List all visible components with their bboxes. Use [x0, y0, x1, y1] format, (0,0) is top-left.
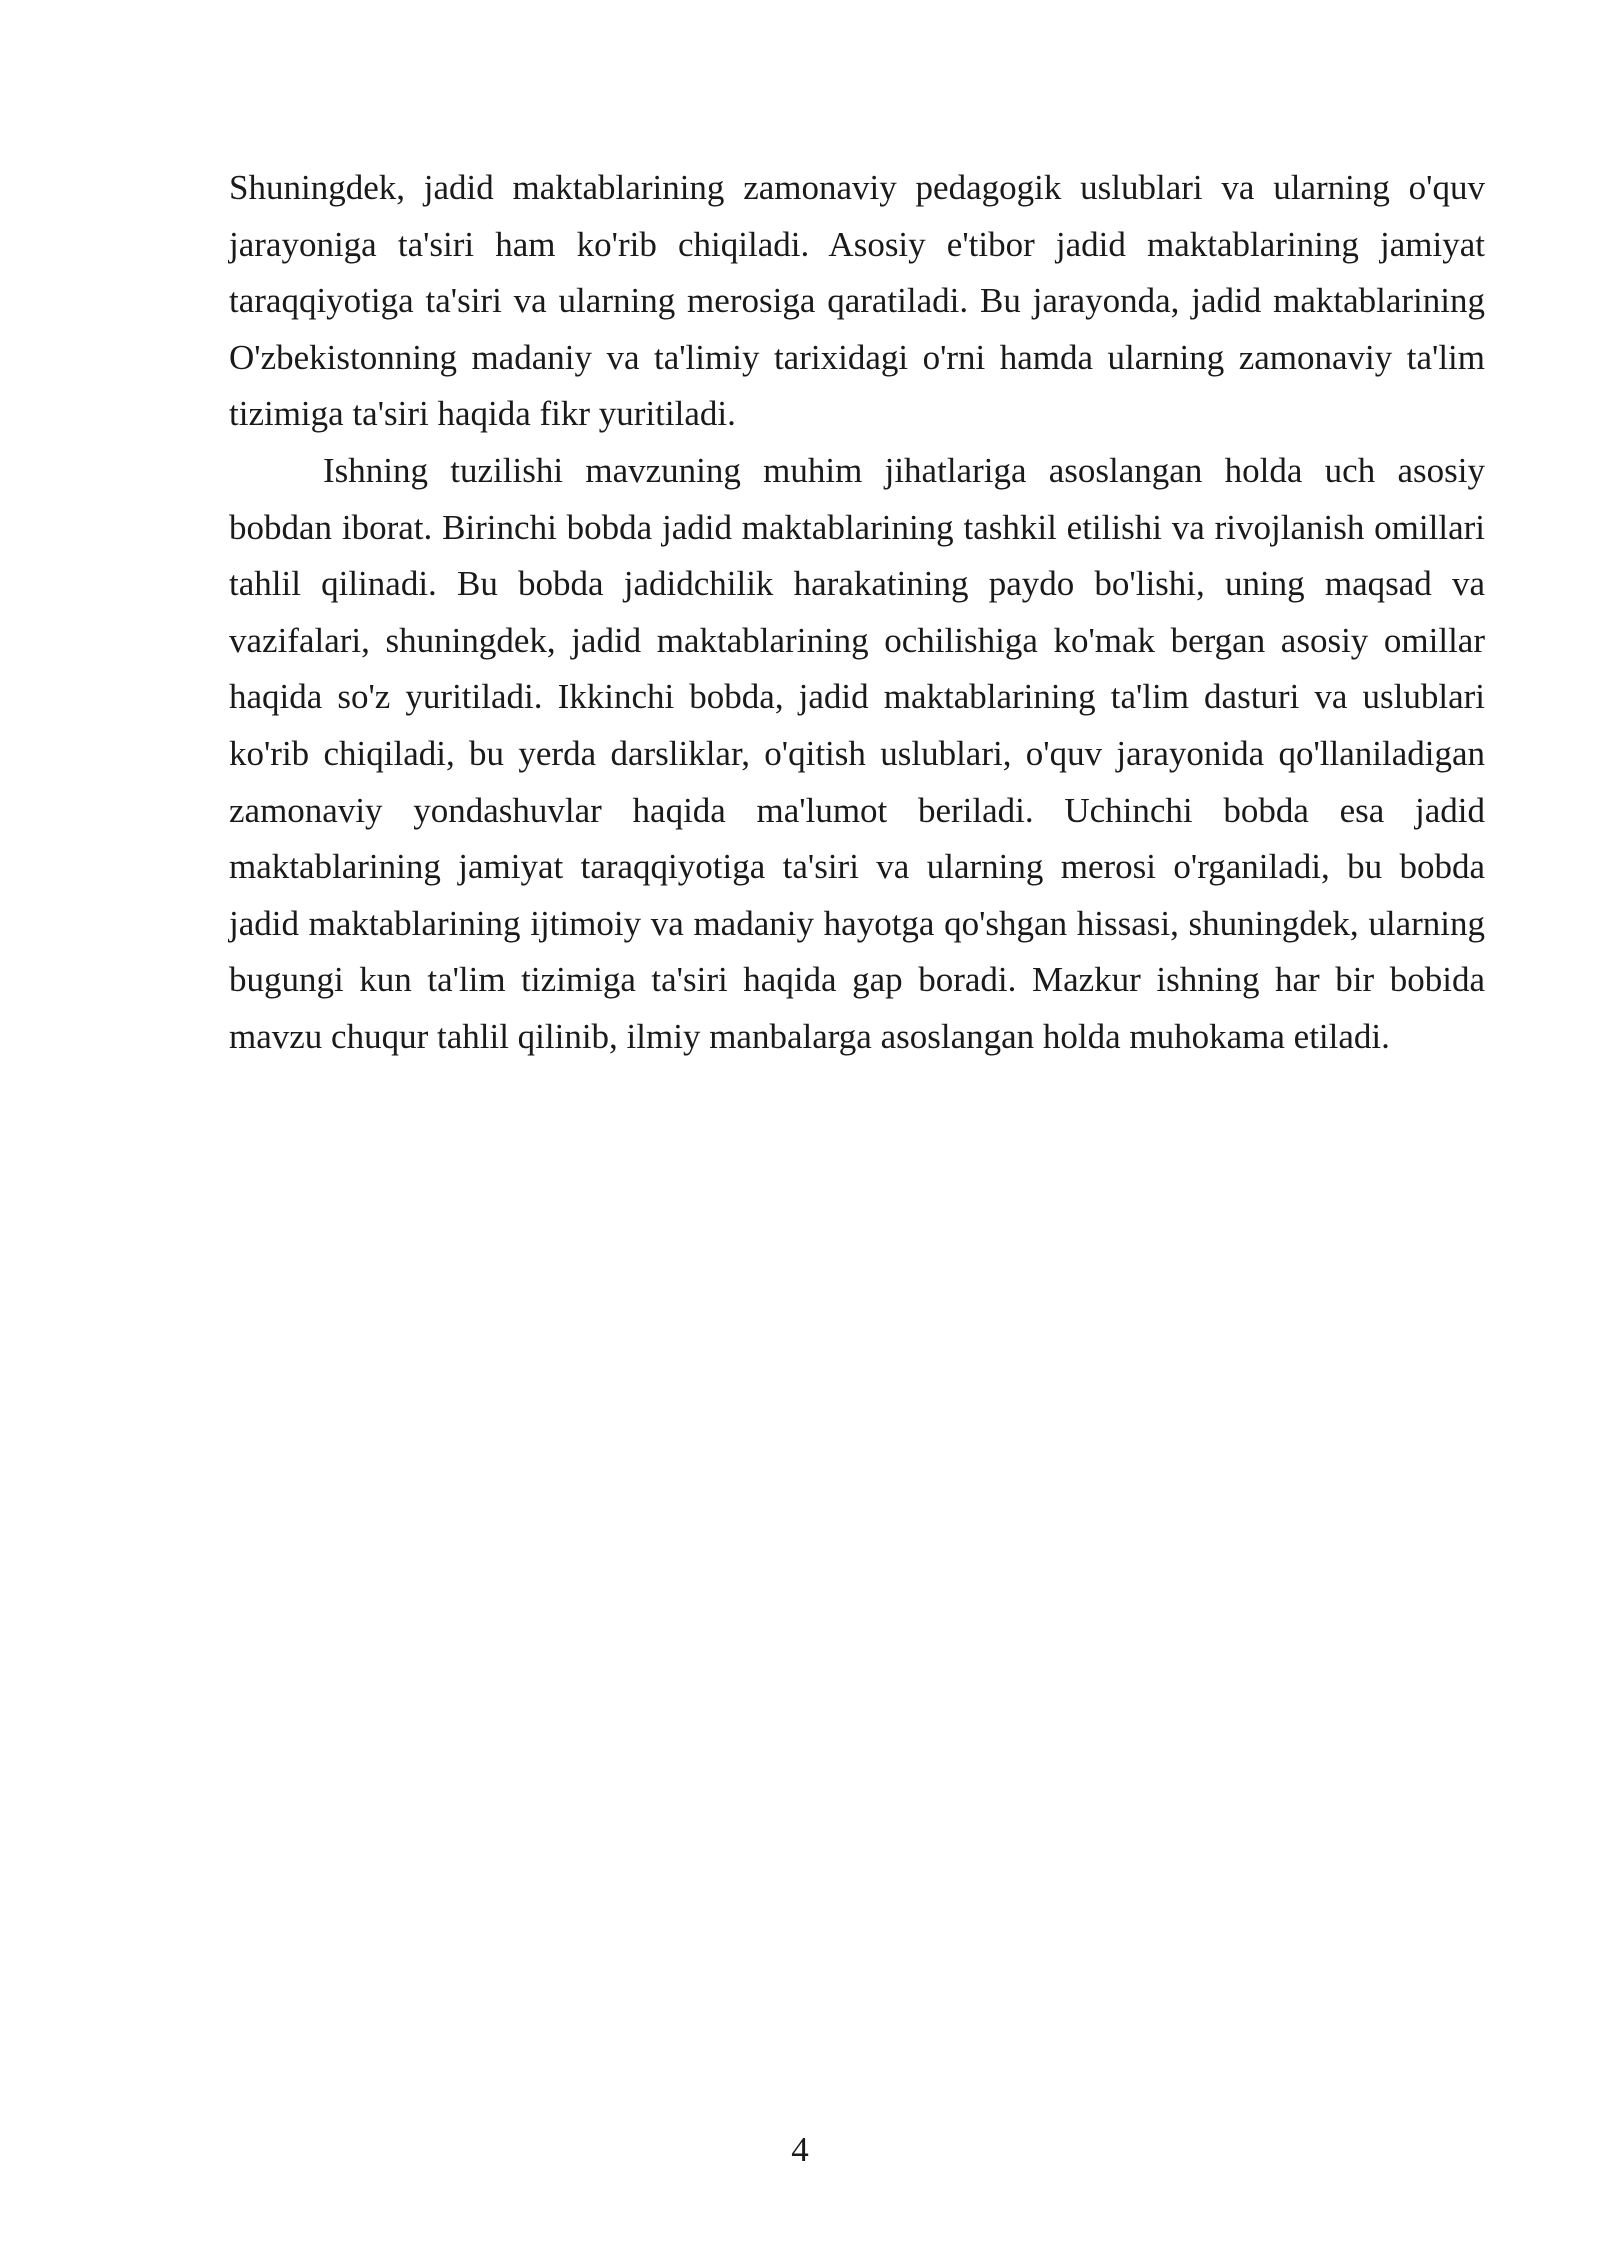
body-text — [229, 160, 1485, 1066]
page-number: 4 — [791, 2130, 809, 2169]
paragraph-1: Shuningdek, jadid maktablarining zamonaviy pedagogik uslublari va ularning o'quv jarayoniga ta'siri ham ko'rib chiqiladi. Asosiy e'tibor jadid maktablarining jamiyat taraqqiyotiga ta'siri va ularning merosiga qaratiladi. Bu jarayonda, jadid maktablarining O'zbekistonning madaniy va ta'limiy tarixidagi o'rni hamda ularning zamonaviy ta'lim tizimiga ta'siri haqida fikr yuritiladi. — [229, 168, 1485, 434]
paragraph-2: Ishning tuzilishi mavzuning muhim jihatlariga asoslangan holda uch asosiy bobdan iborat. Birinchi bobda jadid maktablarining tashkil etilishi va rivojlanish omillari tahlil qilinadi. Bu bobda jadidchilik harakatining paydo bo'lishi, uning maqsad va vazifalari, shuningdek, jadid maktablarining ochilishiga ko'mak bergan asosiy omillar haqida so'z yuritiladi. Ikkinchi bobda, jadid maktablarining ta'lim dasturi va uslublari ko'rib chiqiladi, bu yerda darsliklar, o'qitish uslublari, o'quv jarayonida qo'llaniladigan zamonaviy yondashuvlar haqida ma'lumot beriladi. Uchinchi bobda esa jadid maktablarining jamiyat taraqqiyotiga ta'siri va ularning merosi o'rganiladi, bu bobda jadid maktablarining ijtimoiy va madaniy hayotga qo'shgan hissasi, shuningdek, ularning bugungi kun ta'lim tizimiga ta'siri haqida gap boradi. Mazkur ishning har bir bobida mavzu chuqur tahlil qilinib, ilmiy manbalarga asoslangan holda muhokama etiladi. — [229, 450, 1485, 1056]
